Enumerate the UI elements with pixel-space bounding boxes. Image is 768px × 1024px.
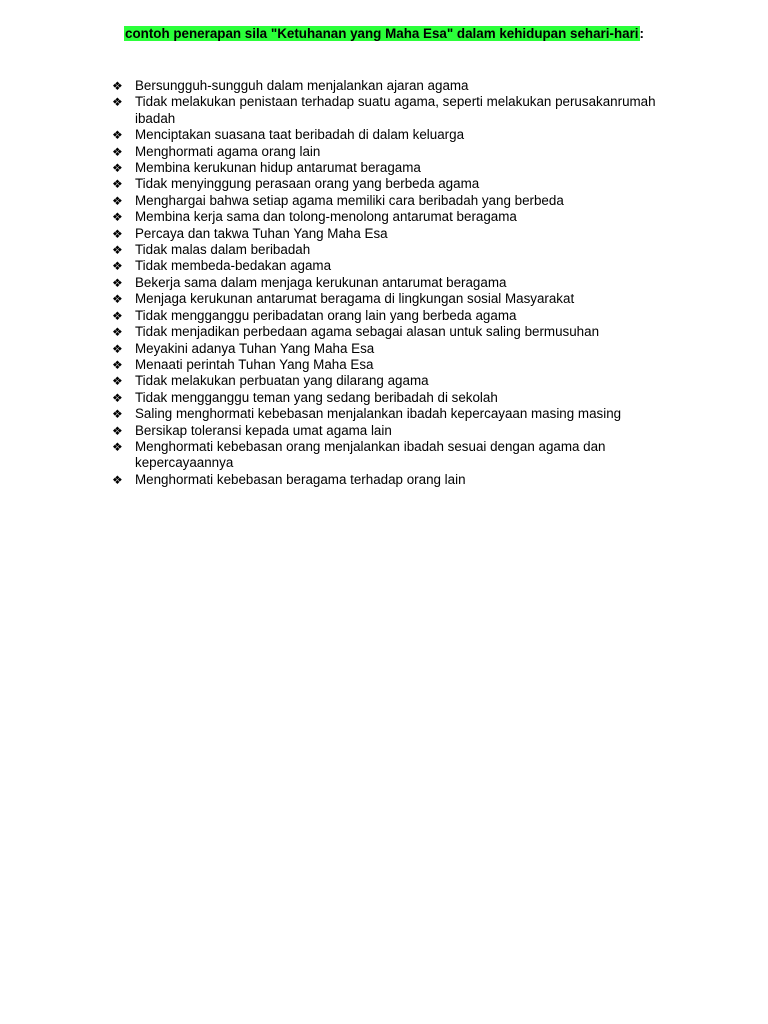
list-item [112,291,672,307]
list-item-text: Tidak mengganggu teman yang sedang beribadah di sekolah [135,389,498,405]
list-item-text: Membina kerja sama dan tolong-menolong antarumat beragama [135,209,517,225]
diamond-bullet-icon: ❖ [112,390,123,405]
list-item-text: Meyakini adanya Tuhan Yang Maha Esa [135,340,375,356]
list-item [112,226,672,242]
list-item-text: Tidak menjadikan perbedaan agama sebagai alasan untuk saling bermusuhan [135,324,600,340]
diamond-bullet-icon: ❖ [112,341,123,356]
diamond-bullet-icon: ❖ [112,177,123,192]
diamond-bullet-icon: ❖ [112,357,123,372]
list-item-text: Menghormati agama orang lain [135,143,321,159]
list-item [112,373,672,389]
list-item-text: Tidak melakukan perbuatan yang dilarang agama [135,373,429,389]
list-item [112,341,672,357]
diamond-bullet-icon: ❖ [112,292,123,307]
diamond-bullet-icon: ❖ [112,144,123,159]
diamond-bullet-icon: ❖ [112,423,123,438]
list-item [112,423,672,439]
bullet-list [112,78,672,488]
list-item [112,324,672,340]
diamond-bullet-icon: ❖ [112,275,123,290]
list-item-text: Menghormati kebebasan beragama terhadap orang lain [135,471,466,487]
list-item [112,160,672,176]
list-item-text: Bersungguh-sungguh dalam menjalankan ajaran agama [135,78,469,93]
list-item-text: Percaya dan takwa Tuhan Yang Maha Esa [135,225,388,241]
list-item-text: Menciptakan suasana taat beribadah di dalam keluarga [135,127,465,143]
list-item [112,439,672,472]
list-item-text: Tidak mengganggu peribadatan orang lain yang berbeda agama [135,307,517,323]
diamond-bullet-icon: ❖ [112,193,123,208]
diamond-bullet-icon: ❖ [112,308,123,323]
list-item [112,357,672,373]
list-item [112,472,672,488]
list-item-text: Bersikap toleransi kepada umat agama lain [135,422,392,438]
diamond-bullet-icon: ❖ [112,226,123,241]
list-item [112,406,672,422]
list-item-text: Tidak malas dalam beribadah [135,242,311,258]
diamond-bullet-icon: ❖ [112,161,123,176]
title-highlight: contoh penerapan sila "Ketuhanan yang Maha Esa" dalam kehidupan sehari-hari [125,26,639,41]
diamond-bullet-icon: ❖ [112,325,123,340]
diamond-bullet-icon: ❖ [112,128,123,143]
diamond-bullet-icon: ❖ [112,374,123,389]
list-item-text: Tidak menyinggung perasaan orang yang berbeda agama [135,176,480,192]
diamond-bullet-icon: ❖ [112,210,123,225]
list-item [112,127,672,143]
list-item [112,193,672,209]
list-item [112,308,672,324]
diamond-bullet-icon: ❖ [112,472,123,487]
diamond-bullet-icon: ❖ [112,95,123,110]
list-item-text: Menjaga kerukunan antarumat beragama di lingkungan sosial Masyarakat [135,291,575,307]
list-item [112,258,672,274]
list-item-text: Tidak membeda-bedakan agama [135,258,332,274]
list-item-text: Menaati perintah Tuhan Yang Maha Esa [135,356,374,372]
list-item [112,176,672,192]
list-item-text: Bekerja sama dalam menjaga kerukunan antarumat beragama [135,274,507,290]
list-item [112,78,672,94]
document-title [0,25,768,43]
list-item [112,209,672,225]
title-colon: : [639,26,644,41]
diamond-bullet-icon: ❖ [112,259,123,274]
diamond-bullet-icon: ❖ [112,407,123,422]
list-item-text: Saling menghormati kebebasan menjalankan ibadah kepercayaan masing masing [135,406,622,422]
list-item [112,144,672,160]
diamond-bullet-icon: ❖ [112,243,123,258]
list-item-text: Menghormati kebebasan orang menjalankan ibadah sesuai dengan agama dan kepercayaannya [135,438,606,471]
list-item [112,94,672,127]
diamond-bullet-icon: ❖ [112,439,123,454]
list-item-text: Membina kerukunan hidup antarumat beragama [135,160,421,176]
list-item [112,242,672,258]
list-item [112,275,672,291]
list-item [112,390,672,406]
list-item-text: Tidak melakukan penistaan terhadap suatu agama, seperti melakukan perusakanrumah ibadah [135,94,656,126]
diamond-bullet-icon: ❖ [112,79,123,93]
list-item-text: Menghargai bahwa setiap agama memiliki cara beribadah yang berbeda [135,192,564,208]
